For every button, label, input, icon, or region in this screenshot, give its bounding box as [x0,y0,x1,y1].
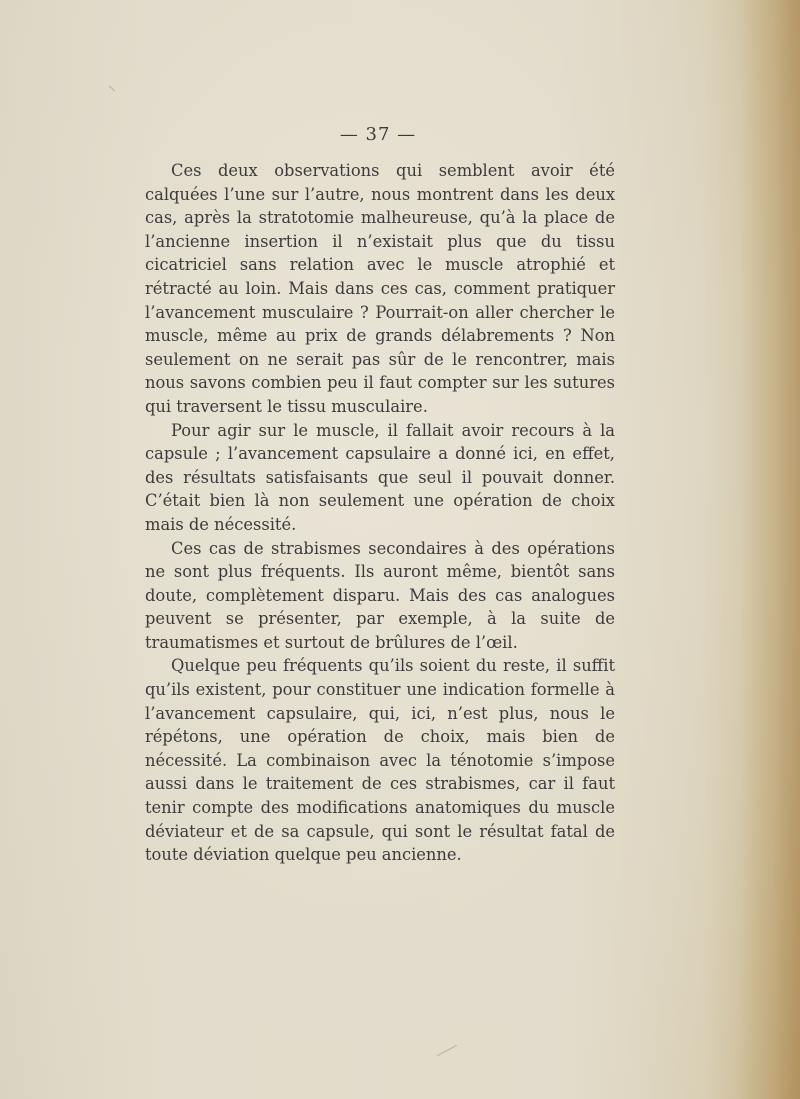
paragraph-3: Ces cas de strabismes secondaires à des opérations ne sont plus fréquents. Ils auront même, bientôt sans doute, complètement disparu. Mais des cas analogues peuvent se présenter, par exemple, à la suite de traumatismes et surtout de brûlures de l’œil. [145,538,615,652]
paper-speck [109,86,116,92]
page-number: — 37 — [339,124,417,145]
body-text [145,159,615,867]
pencil-mark [437,1045,457,1056]
paragraph-1: Ces deux observations qui semblent avoir été calquées l’une sur l’autre, nous montrent dans les deux cas, après la stratotomie malheureuse, qu’à la place de l’ancienne insertion il n’existait plus que du tissu cicatriciel sans relation avec le muscle atrophié et rétracté au loin. Mais dans ces cas, comment pratiquer l’avancement musculaire ? Pourrait-on aller chercher le muscle, même au prix de grands délabrements ? Non seulement on ne serait pas sûr de le rencontrer, mais nous savons combien peu il faut compter sur les sutures qui traversent le tissu musculaire. [145,161,615,416]
page-edge-shading [740,0,800,1099]
paragraph-2: Pour agir sur le muscle, il fallait avoir recours à la capsule ; l’avancement capsulaire a donné ici, en effet, des résultats satisfaisants que seul il pouvait donner. C’était bien là non seulement une opération de choix mais de nécessité. [145,420,615,534]
paragraph-4: Quelque peu fréquents qu’ils soient du reste, il suffit qu’ils existent, pour constituer une indication formelle à l’avancement capsulaire, qui, ici, n’est plus, nous le répétons, une opération de choix, mais bien de nécessité. La combinaison avec la ténotomie s’impose aussi dans le traitement de ces strabismes, car il faut tenir compte des modifications anatomiques du muscle déviateur et de sa capsule, qui sont le résultat fatal de toute déviation quelque peu ancienne. [145,656,615,865]
